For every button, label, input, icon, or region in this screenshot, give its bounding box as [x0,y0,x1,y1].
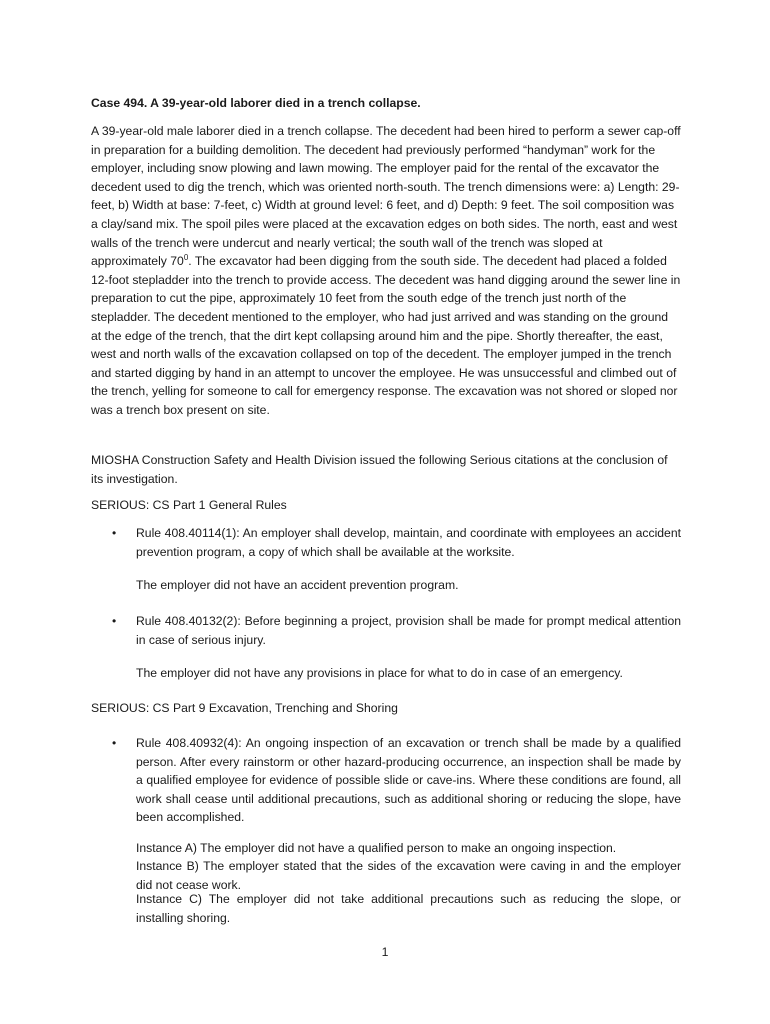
rule-408-40132: Rule 408.40132(2): Before beginning a project, provision shall be made for prompt medical attention in case of serious injury. [136,614,681,647]
bullet-point: • [112,526,117,540]
section-1-heading: SERIOUS: CS Part 1 General Rules [91,498,287,512]
instance-a: Instance A) The employer did not have a qualified person to make an ongoing inspection. [136,841,617,855]
bullet-point: • [112,736,117,750]
bullet-point: • [112,614,117,628]
instance-c: Instance C) The employer did not take additional precautions such as reducing the slope, or installing shoring. [136,892,681,925]
narrative-text-2: . The excavator had been digging from the south side. The decedent had placed a folded 12-foot stepladder into the trench to provide access. The decedent was hand digging around the sewer line in preparation to cut the pipe, approximately 10 feet from the south edge of the trench just north of the stepladder. The decedent mentioned to the employer, who had just arrived and was standing on the ground at the edge of the trench, that the dirt kept collapsing around him and the pipe. Shortly thereafter, the east, west and north walls of the excavation collapsed on top of the decedent. The employer jumped in the trench and started digging by hand in an attempt to uncover the employee. He was unsuccessful and climbed out of the trench, yelling for someone to call for emergency response. The excavation was not shored or sloped nor was a trench box present on site. [91,254,681,417]
degree-superscript: 0 [183,253,189,263]
rule-finding: The employer did not have an accident prevention program. [136,578,459,592]
instance-b: Instance B) The employer stated that the sides of the excavation were caving in and the employer did not cease work. [136,859,681,892]
page-number: 1 [381,945,389,959]
citations-intro: MIOSHA Construction Safety and Health Division issued the following Serious citations at the conclusion of its investigation. [91,453,668,486]
rule-408-40932: Rule 408.40932(4): An ongoing inspection of an excavation or trench shall be made by a qualified person. After every rainstorm or other hazard-producing occurrence, an inspection shall be made by a qualified employee for evidence of possible slide or cave-ins. Where these conditions are found, all work shall cease until additional precautions, such as additional shoring or reducing the slope, have been accomplished. [136,736,681,825]
section-2-heading: SERIOUS: CS Part 9 Excavation, Trenching and Shoring [91,701,398,715]
narrative-text-1: A 39-year-old male laborer died in a trench collapse. The decedent had been hired to perform a sewer cap-off in preparation for a building demolition. The decedent had previously performed “handyman” work for the employer, including snow plowing and lawn mowing. The employer paid for the rental of the excavator the decedent used to dig the trench, which was oriented north-south. The trench dimensions were: a) Length: 29-feet, b) Width at base: 7-feet, c) Width at ground level: 6 feet, and d) Depth: 9 feet. The soil composition was a clay/sand mix. The spoil piles were placed at the excavation edges on both sides. The north, east and west walls of the trench were undercut and nearly vertical; the south wall of the trench was sloped at approximately 70 [91,124,681,269]
case-title: Case 494. A 39-year-old laborer died in a trench collapse. [91,96,421,110]
case-narrative [91,122,681,420]
rule-finding: The employer did not have any provisions in place for what to do in case of an emergency. [136,666,623,680]
rule-408-40114: Rule 408.40114(1): An employer shall develop, maintain, and coordinate with employees an accident prevention program, a copy of which shall be available at the worksite. [136,526,681,559]
